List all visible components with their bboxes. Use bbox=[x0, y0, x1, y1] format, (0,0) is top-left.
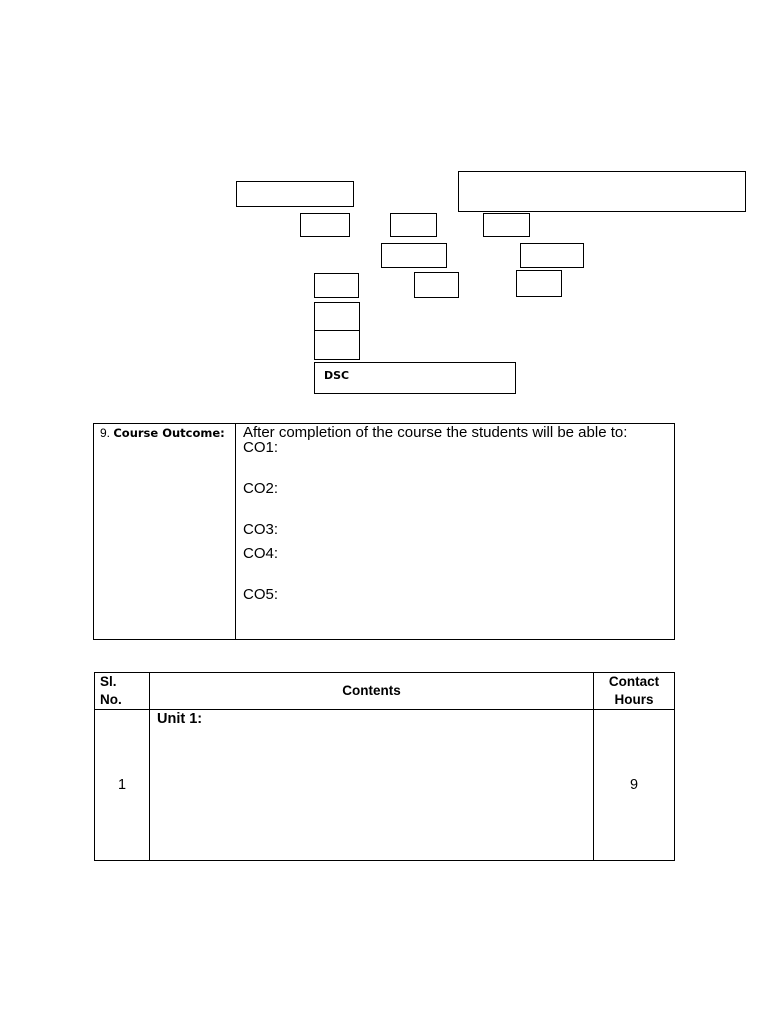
header-contents bbox=[150, 673, 593, 709]
row-sl-no bbox=[95, 710, 150, 860]
course-outcome-label-cell bbox=[94, 424, 236, 639]
course-outcome-intro: After completion of the course the students will be able to: bbox=[243, 424, 628, 441]
header-sl-line1: Sl. bbox=[100, 674, 117, 689]
outcome-co3: CO3: bbox=[243, 521, 279, 538]
empty-title-box bbox=[458, 171, 746, 212]
empty-field-box bbox=[314, 330, 360, 360]
dsc-badge bbox=[314, 362, 516, 394]
header-hours-line1: Contact bbox=[608, 674, 660, 689]
row-hours-value: 9 bbox=[629, 777, 639, 793]
empty-field-box bbox=[381, 243, 447, 268]
outcome-co4: CO4: bbox=[243, 545, 279, 562]
header-sl-line2: No. bbox=[100, 692, 122, 707]
empty-field-box bbox=[314, 273, 359, 298]
header-hours-line2: Hours bbox=[614, 692, 654, 707]
empty-field-box bbox=[516, 270, 562, 297]
empty-field-box bbox=[483, 213, 530, 237]
header-contents-label: Contents bbox=[342, 683, 401, 698]
course-outcome-content-cell bbox=[236, 424, 674, 639]
contents-table-header bbox=[95, 673, 674, 710]
row-contact-hours bbox=[593, 710, 674, 860]
header-contact-hours bbox=[593, 673, 674, 709]
contents-table bbox=[94, 672, 675, 861]
dsc-label: DSC bbox=[324, 369, 350, 382]
header-sl-no bbox=[95, 673, 150, 709]
row-sl-no-value: 1 bbox=[117, 777, 127, 793]
row-contents bbox=[150, 710, 593, 860]
table-row bbox=[95, 710, 674, 860]
empty-field-box bbox=[314, 302, 360, 331]
empty-field-box bbox=[300, 213, 350, 237]
course-outcome-table bbox=[93, 423, 675, 640]
outcome-co2: CO2: bbox=[243, 480, 279, 497]
empty-field-box bbox=[520, 243, 584, 268]
row-unit-label: Unit 1: bbox=[157, 711, 203, 727]
outcome-co1: CO1: bbox=[243, 439, 279, 456]
outcome-co5: CO5: bbox=[243, 586, 279, 603]
course-outcome-label: Course Outcome: bbox=[113, 426, 225, 440]
empty-field-box bbox=[390, 213, 437, 237]
section-number: 9. bbox=[100, 426, 111, 440]
empty-field-box bbox=[236, 181, 354, 207]
empty-field-box bbox=[414, 272, 459, 298]
